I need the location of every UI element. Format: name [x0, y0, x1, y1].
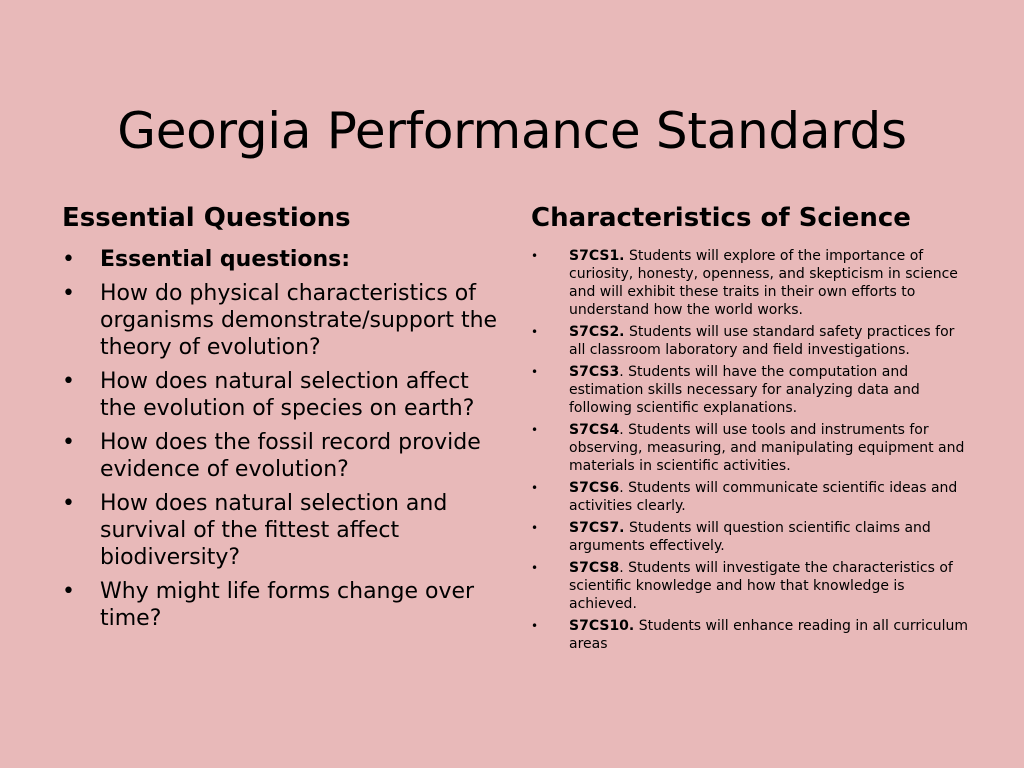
bullet-icon: • — [531, 365, 539, 379]
slide-title: Georgia Performance Standards — [117, 101, 907, 160]
bullet-icon: • — [62, 247, 75, 272]
list-item — [62, 368, 506, 422]
question-text: How does natural selection and survival of the fittest affect biodiversity? — [100, 491, 448, 570]
question-text: How does natural selection affect the evolution of species on earth? — [100, 369, 475, 421]
bullet-icon: • — [531, 561, 539, 575]
standard-text: Students will explore of the importance of curiosity, honesty, openness, and skepticism in science and will exhibit these traits in their own efforts to understand how the world works. — [569, 248, 958, 318]
standard-text: . Students will communicate scientific ideas and activities clearly. — [569, 480, 958, 514]
standard-code: S7CS2. — [569, 324, 625, 340]
standard-text: Students will question scientific claims and arguments effectively. — [569, 520, 931, 554]
standard-text: . Students will investigate the characteristics of scientific knowledge and how that knowledge is achieved. — [569, 560, 953, 612]
list-item — [531, 323, 971, 359]
bullet-icon: • — [531, 481, 539, 495]
list-item — [62, 280, 506, 361]
question-text: How does the fossil record provide evidence of evolution? — [100, 430, 481, 482]
standard-text: . Students will have the computation and estimation skills necessary for analyzing data and following scientific explanations. — [569, 364, 920, 416]
standard-code: S7CS7. — [569, 520, 625, 536]
standard-code: S7CS6 — [569, 480, 620, 496]
question-text: Why might life forms change over time? — [100, 579, 475, 631]
bullet-icon: • — [531, 619, 539, 633]
bullet-icon: • — [531, 325, 539, 339]
list-item — [62, 490, 506, 571]
bullet-icon: • — [62, 281, 75, 306]
bullet-icon: • — [62, 369, 75, 394]
list-item — [62, 578, 506, 632]
list-item — [531, 363, 971, 417]
list-item — [531, 519, 971, 555]
standard-text: . Students will use tools and instruments for observing, measuring, and manipulating equipment and materials in scientific activities. — [569, 422, 965, 474]
list-item — [531, 617, 971, 653]
standard-code: S7CS10. — [569, 618, 635, 634]
essential-questions-heading: Essential Questions — [62, 203, 351, 233]
standard-text: Students will enhance reading in all curriculum areas — [569, 618, 969, 652]
bullet-icon: • — [62, 430, 75, 455]
essential-questions-list — [62, 246, 506, 639]
list-item — [531, 421, 971, 475]
list-item — [531, 479, 971, 515]
characteristics-of-science-list — [531, 247, 971, 657]
bullet-icon: • — [531, 423, 539, 437]
list-item — [531, 559, 971, 613]
question-text: How do physical characteristics of organisms demonstrate/support the theory of evolution? — [100, 281, 498, 360]
characteristics-of-science-heading: Characteristics of Science — [531, 203, 911, 233]
list-item — [62, 429, 506, 483]
bullet-icon: • — [62, 491, 75, 516]
essential-questions-label: Essential questions: — [100, 247, 351, 272]
list-item — [62, 246, 506, 273]
list-item — [531, 247, 971, 319]
standard-code: S7CS1. — [569, 248, 625, 264]
standard-code: S7CS8 — [569, 560, 620, 576]
bullet-icon: • — [531, 521, 539, 535]
standard-code: S7CS4 — [569, 422, 620, 438]
bullet-icon: • — [62, 579, 75, 604]
standard-code: S7CS3 — [569, 364, 620, 380]
standard-text: Students will use standard safety practices for all classroom laboratory and field investigations. — [569, 324, 955, 358]
bullet-icon: • — [531, 249, 539, 263]
